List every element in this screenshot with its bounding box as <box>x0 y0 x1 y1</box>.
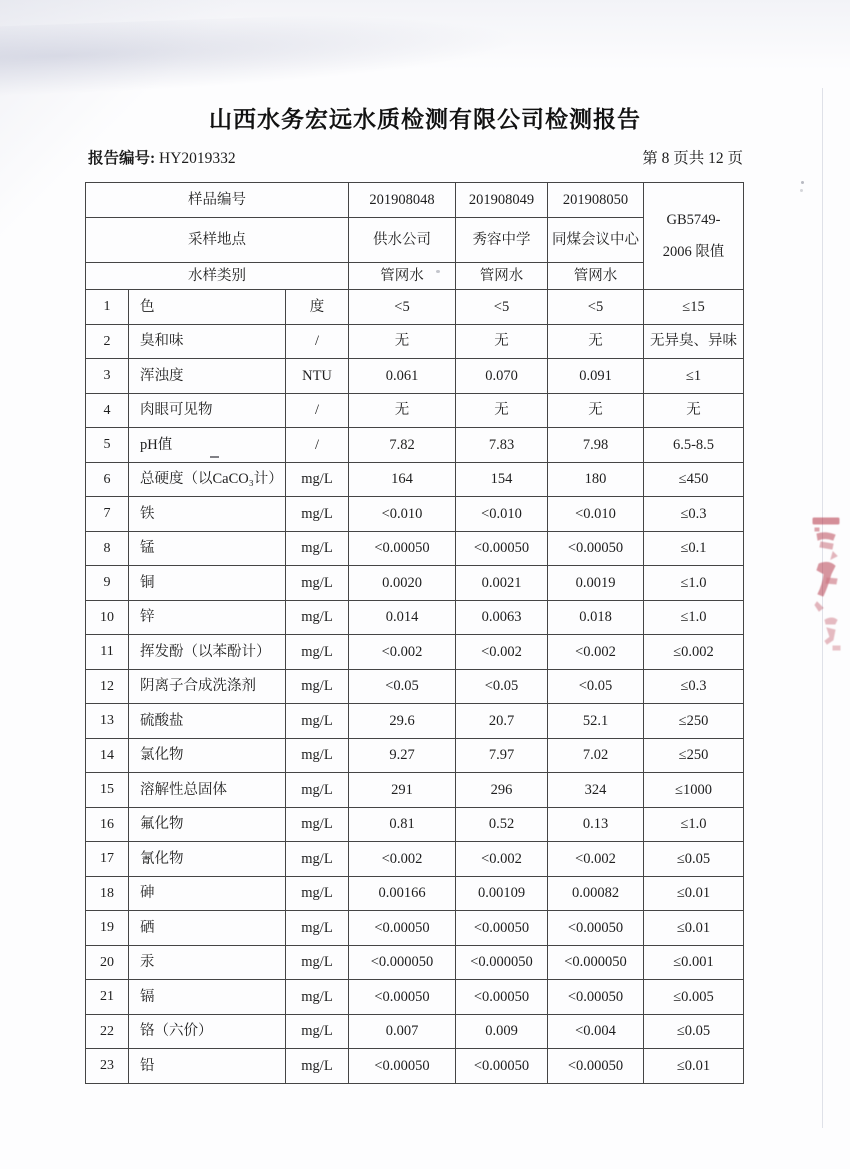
cell-no: 9 <box>86 566 129 601</box>
scan-speck <box>800 189 803 192</box>
location-cell: 秀容中学 <box>456 218 548 263</box>
cell-v1: 无 <box>349 393 456 428</box>
table-row <box>86 1014 744 1049</box>
cell-limit: ≤15 <box>644 290 744 325</box>
cell-name: 氰化物 <box>129 842 286 877</box>
cell-unit: / <box>286 393 349 428</box>
table-row <box>86 807 744 842</box>
table-row <box>86 359 744 394</box>
cell-name: 锌 <box>129 600 286 635</box>
cell-no: 11 <box>86 635 129 670</box>
cell-v3: <0.004 <box>548 1014 644 1049</box>
red-stamp-fragment <box>803 512 850 662</box>
cell-v2: 无 <box>456 324 548 359</box>
cell-unit: mg/L <box>286 945 349 980</box>
cell-v1: 无 <box>349 324 456 359</box>
cell-v1: 0.0020 <box>349 566 456 601</box>
gb-limit-header-cell <box>644 183 744 290</box>
cell-v3: 0.13 <box>548 807 644 842</box>
type-cell: 管网水 <box>548 263 644 290</box>
cell-limit: ≤0.01 <box>644 911 744 946</box>
cell-no: 4 <box>86 393 129 428</box>
cell-v1: <5 <box>349 290 456 325</box>
cell-v2: <0.00050 <box>456 980 548 1015</box>
cell-unit: mg/L <box>286 704 349 739</box>
cell-v3: 0.091 <box>548 359 644 394</box>
table-row <box>86 911 744 946</box>
cell-unit: mg/L <box>286 773 349 808</box>
cell-v3: <0.00050 <box>548 531 644 566</box>
cell-name: 铁 <box>129 497 286 532</box>
table-row <box>86 600 744 635</box>
cell-unit: / <box>286 428 349 463</box>
cell-no: 20 <box>86 945 129 980</box>
table-row <box>86 669 744 704</box>
cell-v2: <0.00050 <box>456 531 548 566</box>
gb-limit-line2: 2006 限值 <box>662 243 725 260</box>
cell-unit: mg/L <box>286 842 349 877</box>
cell-unit: mg/L <box>286 566 349 601</box>
cell-limit: 无异臭、异味 <box>644 324 744 359</box>
cell-name: 铜 <box>129 566 286 601</box>
cell-v3: 52.1 <box>548 704 644 739</box>
table-header-body <box>86 183 744 290</box>
scan-noise-artifact <box>0 8 521 98</box>
cell-v2: <5 <box>456 290 548 325</box>
cell-v2: 0.0021 <box>456 566 548 601</box>
cell-no: 8 <box>86 531 129 566</box>
cell-v2: 296 <box>456 773 548 808</box>
cell-limit: 无 <box>644 393 744 428</box>
cell-unit: mg/L <box>286 462 349 497</box>
report-number-label: 报告编号: <box>88 150 156 167</box>
cell-no: 15 <box>86 773 129 808</box>
table-row <box>86 635 744 670</box>
table-row <box>86 945 744 980</box>
cell-v3: <0.000050 <box>548 945 644 980</box>
cell-limit: ≤0.3 <box>644 497 744 532</box>
cell-v3: 0.0019 <box>548 566 644 601</box>
table-row <box>86 497 744 532</box>
cell-name: 色 <box>129 290 286 325</box>
cell-v1: 0.014 <box>349 600 456 635</box>
cell-v1: <0.00050 <box>349 1049 456 1084</box>
cell-unit: mg/L <box>286 807 349 842</box>
cell-limit: ≤0.3 <box>644 669 744 704</box>
cell-v3: 7.02 <box>548 738 644 773</box>
table-row <box>86 531 744 566</box>
cell-limit: ≤0.005 <box>644 980 744 1015</box>
cell-v3: <0.00050 <box>548 911 644 946</box>
cell-no: 6 <box>86 462 129 497</box>
cell-v3: <0.002 <box>548 842 644 877</box>
table-row <box>86 393 744 428</box>
cell-limit: ≤0.01 <box>644 876 744 911</box>
cell-v2: <0.00050 <box>456 1049 548 1084</box>
cell-v3: 7.98 <box>548 428 644 463</box>
table-row <box>86 566 744 601</box>
cell-name: 镉 <box>129 980 286 1015</box>
cell-name: 臭和味 <box>129 324 286 359</box>
cell-limit: ≤1.0 <box>644 600 744 635</box>
sample-no-cell: 201908050 <box>548 183 644 218</box>
cell-no: 1 <box>86 290 129 325</box>
cell-v1: 7.82 <box>349 428 456 463</box>
cell-v3: 无 <box>548 393 644 428</box>
cell-no: 23 <box>86 1049 129 1084</box>
cell-no: 5 <box>86 428 129 463</box>
cell-unit: / <box>286 324 349 359</box>
report-number-value: HY2019332 <box>159 150 236 167</box>
cell-no: 14 <box>86 738 129 773</box>
table-row <box>86 738 744 773</box>
cell-v1: <0.05 <box>349 669 456 704</box>
cell-name: 锰 <box>129 531 286 566</box>
cell-v1: 164 <box>349 462 456 497</box>
cell-unit: mg/L <box>286 1014 349 1049</box>
cell-no: 22 <box>86 1014 129 1049</box>
cell-name: 挥发酚（以苯酚计） <box>129 635 286 670</box>
cell-limit: ≤0.001 <box>644 945 744 980</box>
table-row <box>86 876 744 911</box>
cell-limit: ≤450 <box>644 462 744 497</box>
report-number <box>88 146 236 168</box>
cell-unit: NTU <box>286 359 349 394</box>
cell-v3: 324 <box>548 773 644 808</box>
cell-v3: 0.018 <box>548 600 644 635</box>
cell-v2: <0.05 <box>456 669 548 704</box>
cell-name: 氟化物 <box>129 807 286 842</box>
scan-speck <box>436 270 440 273</box>
cell-limit: ≤0.05 <box>644 1014 744 1049</box>
cell-limit: 6.5-8.5 <box>644 428 744 463</box>
cell-v1: 0.007 <box>349 1014 456 1049</box>
type-cell: 管网水 <box>349 263 456 290</box>
cell-v2: <0.002 <box>456 635 548 670</box>
cell-unit: mg/L <box>286 980 349 1015</box>
cell-unit: mg/L <box>286 669 349 704</box>
cell-limit: ≤0.01 <box>644 1049 744 1084</box>
sample-no-cell: 201908049 <box>456 183 548 218</box>
page-indicator: 第 8 页共 12 页 <box>642 150 743 167</box>
cell-v2: 20.7 <box>456 704 548 739</box>
sample-no-label-cell: 样品编号 <box>86 183 349 218</box>
cell-name: 氯化物 <box>129 738 286 773</box>
table-row <box>86 704 744 739</box>
cell-v2: 0.00109 <box>456 876 548 911</box>
cell-no: 18 <box>86 876 129 911</box>
table-row <box>86 1049 744 1084</box>
type-cell: 管网水 <box>456 263 548 290</box>
cell-limit: ≤1000 <box>644 773 744 808</box>
table-row <box>86 324 744 359</box>
cell-limit: ≤1.0 <box>644 807 744 842</box>
cell-no: 7 <box>86 497 129 532</box>
cell-v3: <0.00050 <box>548 1049 644 1084</box>
water-quality-table <box>85 182 744 1084</box>
cell-v2: 154 <box>456 462 548 497</box>
cell-name: 总硬度（以CaCO₃计） <box>129 462 286 497</box>
cell-v2: 0.070 <box>456 359 548 394</box>
page-title: 山西水务宏远水质检测有限公司检测报告 <box>209 106 641 132</box>
cell-v1: 291 <box>349 773 456 808</box>
cell-v1: 0.81 <box>349 807 456 842</box>
cell-name: 铅 <box>129 1049 286 1084</box>
cell-unit: mg/L <box>286 876 349 911</box>
cell-v3: 180 <box>548 462 644 497</box>
cell-v3: 无 <box>548 324 644 359</box>
cell-name: 硒 <box>129 911 286 946</box>
table-row <box>86 773 744 808</box>
header-row-sample-no <box>86 183 744 218</box>
scan-dash-artifact <box>210 456 219 458</box>
cell-name: 阴离子合成洗涤剂 <box>129 669 286 704</box>
report-meta-row <box>85 146 743 168</box>
results-tbody <box>86 290 744 1084</box>
gb-limit-line1: GB5749- <box>666 212 721 228</box>
cell-no: 3 <box>86 359 129 394</box>
cell-name: pH值 <box>129 428 286 463</box>
cell-v1: <0.00050 <box>349 911 456 946</box>
cell-v1: 0.00166 <box>349 876 456 911</box>
cell-no: 17 <box>86 842 129 877</box>
cell-v3: <0.010 <box>548 497 644 532</box>
cell-v1: <0.00050 <box>349 531 456 566</box>
table-row <box>86 462 744 497</box>
cell-unit: mg/L <box>286 531 349 566</box>
cell-v1: <0.000050 <box>349 945 456 980</box>
cell-no: 12 <box>86 669 129 704</box>
cell-limit: ≤250 <box>644 704 744 739</box>
cell-v3: <5 <box>548 290 644 325</box>
cell-unit: mg/L <box>286 911 349 946</box>
cell-unit: mg/L <box>286 600 349 635</box>
cell-no: 2 <box>86 324 129 359</box>
cell-v1: <0.002 <box>349 635 456 670</box>
type-label-cell: 水样类别 <box>86 263 349 290</box>
cell-unit: mg/L <box>286 635 349 670</box>
cell-v3: 0.00082 <box>548 876 644 911</box>
cell-v1: 0.061 <box>349 359 456 394</box>
location-label-cell: 采样地点 <box>86 218 349 263</box>
cell-v1: <0.002 <box>349 842 456 877</box>
table-row <box>86 980 744 1015</box>
cell-no: 16 <box>86 807 129 842</box>
cell-v2: <0.00050 <box>456 911 548 946</box>
sample-no-cell: 201908048 <box>349 183 456 218</box>
cell-v1: 9.27 <box>349 738 456 773</box>
cell-v2: 0.009 <box>456 1014 548 1049</box>
table-row <box>86 428 744 463</box>
cell-unit: mg/L <box>286 738 349 773</box>
cell-v2: 7.83 <box>456 428 548 463</box>
cell-v3: <0.002 <box>548 635 644 670</box>
cell-limit: ≤0.05 <box>644 842 744 877</box>
cell-no: 21 <box>86 980 129 1015</box>
cell-limit: ≤1.0 <box>644 566 744 601</box>
cell-name: 浑浊度 <box>129 359 286 394</box>
cell-v1: <0.00050 <box>349 980 456 1015</box>
cell-limit: ≤1 <box>644 359 744 394</box>
cell-name: 溶解性总固体 <box>129 773 286 808</box>
cell-v2: 无 <box>456 393 548 428</box>
cell-name: 汞 <box>129 945 286 980</box>
cell-v2: 7.97 <box>456 738 548 773</box>
cell-v2: <0.010 <box>456 497 548 532</box>
cell-v3: <0.05 <box>548 669 644 704</box>
cell-unit: 度 <box>286 290 349 325</box>
cell-no: 13 <box>86 704 129 739</box>
scan-speck <box>801 181 804 184</box>
cell-v1: 29.6 <box>349 704 456 739</box>
cell-v2: <0.002 <box>456 842 548 877</box>
cell-unit: mg/L <box>286 497 349 532</box>
cell-limit: ≤0.1 <box>644 531 744 566</box>
cell-limit: ≤250 <box>644 738 744 773</box>
location-cell: 供水公司 <box>349 218 456 263</box>
cell-no: 19 <box>86 911 129 946</box>
cell-name: 铬（六价） <box>129 1014 286 1049</box>
cell-v3: <0.00050 <box>548 980 644 1015</box>
cell-v2: 0.0063 <box>456 600 548 635</box>
cell-v1: <0.010 <box>349 497 456 532</box>
cell-unit: mg/L <box>286 1049 349 1084</box>
table-row <box>86 842 744 877</box>
cell-v2: <0.000050 <box>456 945 548 980</box>
cell-name: 砷 <box>129 876 286 911</box>
cell-v2: 0.52 <box>456 807 548 842</box>
table-row <box>86 290 744 325</box>
cell-no: 10 <box>86 600 129 635</box>
location-cell: 同煤会议中心 <box>548 218 644 263</box>
cell-name: 硫酸盐 <box>129 704 286 739</box>
cell-name: 肉眼可见物 <box>129 393 286 428</box>
cell-limit: ≤0.002 <box>644 635 744 670</box>
